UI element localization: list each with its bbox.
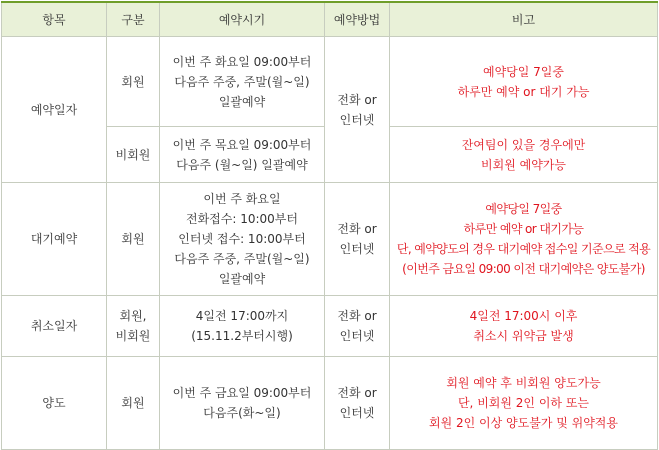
reservation-policy-table	[1, 1, 658, 450]
header-method: 예약방법	[325, 2, 390, 37]
category-cancel: 회원, 비회원	[107, 296, 160, 357]
method-cancel: 전화 or 인터넷	[325, 296, 390, 357]
timing-reservation-nonmember: 이번 주 목요일 09:00부터 다음주 (월~일) 일괄예약	[160, 127, 325, 183]
item-transfer: 양도	[2, 357, 107, 450]
note-transfer: 회원 예약 후 비회원 양도가능 단, 비회원 2인 이하 또는 회원 2인 이상 양도불가 및 위약적용	[390, 357, 658, 450]
item-waiting: 대기예약	[2, 183, 107, 296]
table-row-reservation-member	[2, 37, 658, 127]
table-row-waiting	[2, 183, 658, 296]
category-waiting: 회원	[107, 183, 160, 296]
timing-waiting: 이번 주 화요일 전화접수: 10:00부터 인터넷 접수: 10:00부터 다음주 주중, 주말(월~일) 일괄예약	[160, 183, 325, 296]
timing-cancel: 4일전 17:00까지 (15.11.2부터시행)	[160, 296, 325, 357]
note-reservation-nonmember: 잔여팀이 있을 경우에만 비회원 예약가능	[390, 127, 658, 183]
method-reservation: 전화 or 인터넷	[325, 37, 390, 183]
item-reservation: 예약일자	[2, 37, 107, 183]
item-cancel: 취소일자	[2, 296, 107, 357]
header-item: 항목	[2, 2, 107, 37]
note-waiting: 예약당일 7일중 하루만 예약 or 대기가능 단, 예약양도의 경우 대기예약 접수일 기준으로 적용 (이번주 금요일 09:00 이전 대기예약은 양도불가)	[390, 183, 658, 296]
header-row	[2, 2, 658, 37]
header-note: 비고	[390, 2, 658, 37]
timing-reservation-member: 이번 주 화요일 09:00부터 다음주 주중, 주말(월~일) 일괄예약	[160, 37, 325, 127]
method-waiting: 전화 or 인터넷	[325, 183, 390, 296]
category-transfer: 회원	[107, 357, 160, 450]
note-reservation-member: 예약당일 7일중 하루만 예약 or 대기 가능	[390, 37, 658, 127]
category-nonmember: 비회원	[107, 127, 160, 183]
header-timing: 예약시기	[160, 2, 325, 37]
table-row-cancel	[2, 296, 658, 357]
category-member: 회원	[107, 37, 160, 127]
header-category: 구분	[107, 2, 160, 37]
method-transfer: 전화 or 인터넷	[325, 357, 390, 450]
timing-transfer: 이번 주 금요일 09:00부터 다음주(화~일)	[160, 357, 325, 450]
note-cancel: 4일전 17:00시 이후 취소시 위약금 발생	[390, 296, 658, 357]
